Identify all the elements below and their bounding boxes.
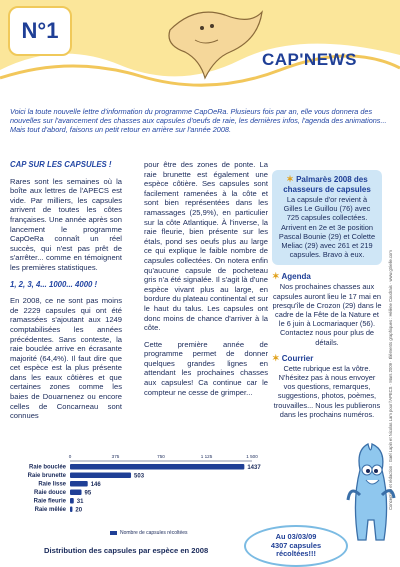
star-icon: ✶ [286,174,294,184]
chart-legend [110,530,188,536]
bar [70,498,74,504]
article-paragraph-3: pour être des zones de ponte. La raie brunette est également une espèce côtière. Ses capsules sont facilement ramenées à la côte et sont bien représentées dans les ramassages (25,9%), en particulier sur la côte Atlantique. À l'inverse, la raie fleurie, bien présente sur les étals, pond ses oeufs plus au large ce qui explique le faible nombre de capsules collectées. On notera enfin qu'aucune capsule de pocheteau gris n'a été signalée. Il s'agit là d'une espèce vivant plus au large, en bordure du plateau continental et sur le haut du talus. Les capsules ont donc moins de chance d'arriver à la côte. [144,160,268,333]
bar-value-label: 503 [134,473,145,480]
category-label: Raie brunette [27,473,66,480]
star-icon: ✶ [272,352,280,363]
category-label: Raie lisse [38,481,66,488]
legend-label: Nombre de capsules récoltées [120,530,188,536]
article-paragraph-2: En 2008, ce ne sont pas moins de 2229 capsules qui ont été ramassées s'ajoutant aux 1249 comptabilisées les années précédentes. Sans conteste, la raie bouclée arrive en écrasante majorité (64,4%). Il faut dire que cet espèce est la plus présente dans les eaux côtières et que certaines zones comme les baies de Douarnenez ou encore celles de Concarneau sont connues [10,296,122,421]
category-label: Raie fleurie [33,498,66,505]
bar [70,490,82,496]
palmares-title: Palmarès 2008 des chasseurs de capsules [283,175,371,194]
chart-title: Distribution des capsules par espèce en 2008 [44,546,209,555]
agenda-section [272,271,382,346]
agenda-text: Nos prochaines chasses aux capsules auront lieu le 17 mai en presqu'île de Crozon (29) dans le cadre de la Fête de la Nature et le 6 juin à Locmariaquer (56). Contactez nous pour plus de détails. [272,282,382,347]
palmares-text: La capsule d'or revient à Gilles Le Guillou (76) avec 725 capsules collectées. Arrivent en 2e et 3e position Pascal Bounie (29) et Colette Meliac (29) avec 261 et 219 capsules. Bravo à eux. [278,195,376,260]
bar-value-label: 95 [84,490,92,497]
category-label: Raie bouclée [28,464,66,471]
balloon-label: récoltées!!! [276,549,316,559]
issue-number: N°1 [8,6,72,56]
sidebar [272,170,382,419]
x-tick-label: 375 [111,454,120,459]
section-heading-capsules: CAP SUR LES CAPSULES ! [10,160,112,169]
x-tick-label: 0 [68,454,72,459]
x-tick-label: 1 500 [246,454,258,459]
bar-value-label: 31 [76,499,84,505]
courrier-text: Cette rubrique est la vôtre. N'hésitez pas à nous envoyer vos questions, remarques, suggestions, photos, poèmes, trouvailles... Nous les publierons dans les prochains numéros. [273,363,381,419]
bar-value-label: 20 [75,507,83,514]
x-tick-label: 750 [157,454,165,459]
category-label: Raie mêlée [34,507,66,514]
article-column-2 [144,160,268,404]
courrier-section [272,353,382,419]
bar [70,464,244,470]
balloon-count: 4307 capsules [270,540,322,550]
category-label: Raie douce [33,490,66,497]
palmares-box [272,170,382,265]
balloon-date: Au 03/03/09 [275,532,317,542]
skate-illustration [150,0,270,90]
article-paragraph-1: Rares sont les semaines où la boîte aux lettres de l'APECS est vide. Par milliers, les capsules arrivent de toutes les côtes françaises. Une année après son lancement le programme CapOeRa connaît un réel succès, qui n'est pas prêt de s'arrêter... comme en témoignent les premières statistiques. [10,176,122,272]
counter-balloon [244,525,348,567]
bar [70,473,131,479]
courrier-title: Courrier [281,353,314,363]
star-icon: ✶ [272,271,280,282]
intro-text: Voici la toute nouvelle lettre d'information du programme CapOeRa. Plusieurs fois par an, elle vous donnera des nouvelles sur l'avancement des chasses aux capsules d'oeufs de raie, les dernières infos, l'agenda des animations... Mais tout d'abord, faisons un petit retour en arrière sur l'année 2008. [10,107,387,135]
bar-value-label: 1437 [247,465,261,471]
x-tick-label: 1 125 [200,454,213,459]
bar [70,481,88,487]
credits-text: Conception et rédaction : Gaël Lapin et Nicolas Lam pour l'APECS · Mars 2009 · Éléments graphiques : Hélène Coudrais · www.gtrielle.com [388,250,393,510]
bar-value-label: 146 [90,482,101,488]
newsletter-title: CAP'NEWS [262,50,357,69]
agenda-title: Agenda [281,272,311,282]
article-paragraph-4: Cette première année de programme permet de donner quelques grandes lignes en attendant les prochaines chasses aux capsules! Ca continue car le compteur ne cesse de grimper... [144,339,268,397]
mascot-illustration [346,440,396,560]
legend-swatch [110,531,117,535]
article-column-1 [10,160,122,428]
species-bar-chart [0,448,300,530]
header-banner [0,0,400,100]
section-heading-counts: 1, 2, 3, 4... 1000... 4000 ! [10,279,98,289]
bar [70,507,72,513]
